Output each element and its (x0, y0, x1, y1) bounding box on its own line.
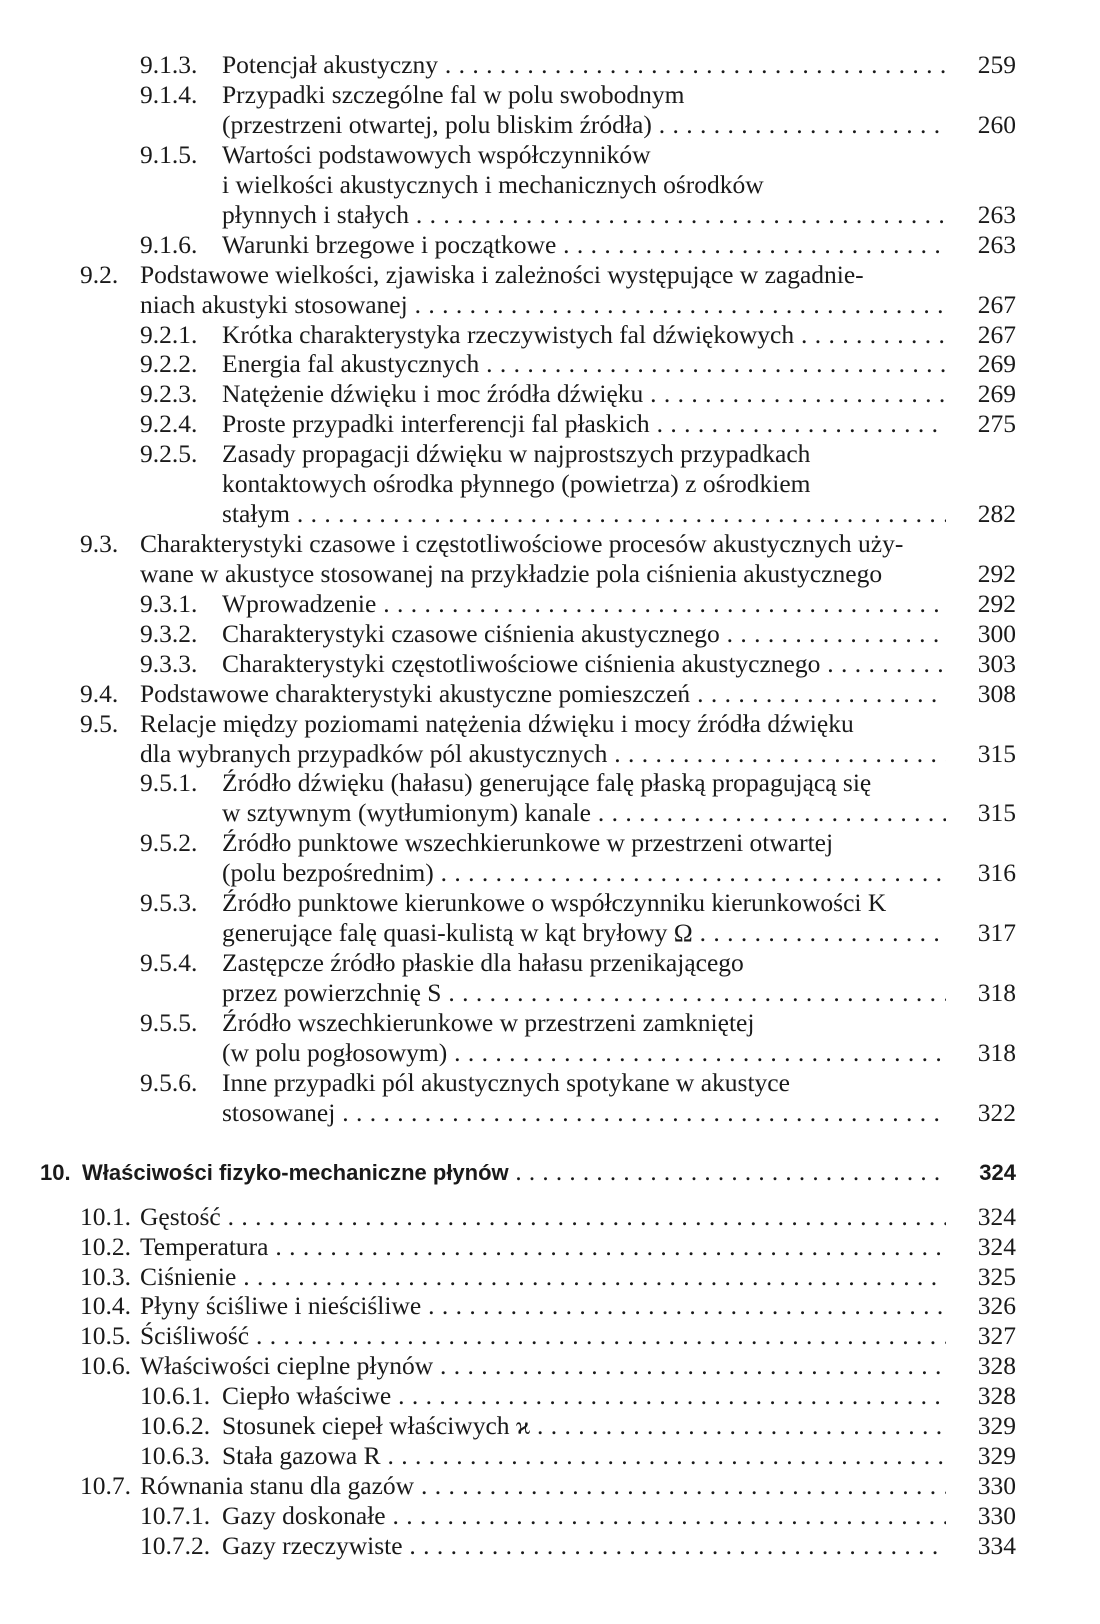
entry-title (222, 320, 946, 350)
entry-title (140, 1202, 946, 1232)
entry-title (222, 1531, 946, 1561)
page-number: 267 (977, 319, 1016, 349)
entry-number: 9.2. (80, 259, 119, 289)
toc-entry (0, 1232, 1016, 1262)
toc-entry (0, 439, 1016, 529)
entry-number: 9.5.1. (140, 768, 198, 798)
entry-title (222, 619, 946, 649)
entry-number: 9.4. (80, 678, 119, 708)
toc-entry (0, 349, 1016, 379)
entry-title-line: dla wybranych przypadków pól akustycznych . . . (140, 739, 946, 769)
entry-title-line: Podstawowe charakterystyki akustyczne pomieszczeń . . . (140, 679, 946, 709)
entry-title (140, 1351, 946, 1381)
entry-number: 9.2.3. (140, 379, 198, 409)
entry-title-line: Równania stanu dla gazów . . . (140, 1471, 946, 1501)
entry-title-line: generujące falę quasi-kulistą w kąt bryłowy Ω . . . (222, 918, 946, 948)
entry-title (222, 828, 946, 888)
entry-title-line: Temperatura . . . (140, 1232, 946, 1262)
entry-number: 9.5.3. (140, 888, 198, 918)
entry-number: 9.2.2. (140, 349, 198, 379)
entry-title-line: Stosunek ciepeł właściwych ϰ . . . (222, 1411, 946, 1441)
entry-title (222, 1008, 946, 1068)
entry-title (140, 1262, 946, 1292)
entry-number: 9.1.6. (140, 229, 198, 259)
entry-title (222, 768, 946, 828)
entry-title-line: Charakterystyki częstotliwościowe ciśnienia akustycznego . . . (222, 649, 946, 679)
page-number: 269 (977, 349, 1016, 379)
entry-number: 9.2.5. (140, 439, 198, 469)
toc-entry (0, 1321, 1016, 1351)
entry-number: 10. (40, 1159, 71, 1185)
page-number: 260 (977, 109, 1016, 139)
page-number: 324 (977, 1231, 1016, 1261)
page-number: 316 (977, 858, 1016, 888)
entry-number: 9.2.4. (140, 409, 198, 439)
entry-title-line: Charakterystyki czasowe ciśnienia akustycznego . . . (222, 619, 946, 649)
toc-entry (0, 828, 1016, 888)
entry-title-line: Ciśnienie . . . (140, 1262, 946, 1292)
entry-title-line: Gazy rzeczywiste . . . (222, 1531, 946, 1561)
page-number: 315 (977, 738, 1016, 768)
toc-entry (0, 1471, 1016, 1501)
entry-title-line: Wartości podstawowych współczynników (222, 139, 651, 169)
page-number: 329 (977, 1411, 1016, 1440)
entry-title (140, 1291, 946, 1321)
entry-title (222, 349, 946, 379)
toc-entry (0, 1381, 1016, 1411)
entry-title-line: kontaktowych ośrodka płynnego (powietrza) z ośrodkiem (222, 469, 811, 499)
entry-number: 9.1.5. (140, 139, 198, 169)
entry-number: 10.1. (80, 1201, 131, 1231)
entry-title (222, 1381, 946, 1411)
entry-title (222, 1501, 946, 1531)
page-number: 292 (977, 588, 1016, 618)
entry-number: 10.5. (80, 1321, 131, 1351)
entry-number: 10.6.1. (140, 1381, 211, 1411)
entry-title-line: stałym . . . (222, 499, 946, 529)
toc-entry (0, 379, 1016, 409)
entry-title-line: Właściwości fizyko-mechaniczne płynów . . . (82, 1158, 942, 1188)
toc-entry (0, 768, 1016, 828)
entry-title (222, 589, 946, 619)
entry-number: 10.6. (80, 1351, 131, 1381)
entry-title-line: Inne przypadki pól akustycznych spotykane w akustyce (222, 1067, 790, 1097)
entry-number: 9.5.5. (140, 1008, 198, 1037)
entry-title-line: niach akustyki stosowanej . . . (140, 290, 946, 320)
entry-title-line: stosowanej . . . (222, 1098, 946, 1128)
entry-title (140, 709, 946, 769)
page-number: 259 (977, 50, 1016, 79)
page-number: 328 (977, 1381, 1016, 1411)
entry-title-line: Podstawowe wielkości, zjawiska i zależności występujące w zagadnie- (140, 259, 864, 289)
entry-title-line: i wielkości akustycznych i mechanicznych ośrodków (222, 169, 764, 199)
entry-title-line: Warunki brzegowe i początkowe . . . (222, 230, 946, 260)
entry-title (140, 1232, 946, 1262)
page-number: 275 (977, 409, 1016, 439)
page-number: 318 (977, 1038, 1016, 1067)
page-number: 328 (977, 1351, 1016, 1381)
entry-title (140, 679, 946, 709)
entry-title-line: Źródło wszechkierunkowe w przestrzeni zamkniętej (222, 1008, 755, 1037)
entry-number: 9.5.4. (140, 948, 198, 978)
entry-title (140, 260, 946, 320)
entry-number: 10.2. (80, 1231, 131, 1261)
entry-title-line: Potencjał akustyczny . . . (222, 50, 946, 80)
page-number: 292 (977, 559, 1016, 588)
entry-title-line: wane w akustyce stosowanej na przykładzie pola ciśnienia akustycznego (140, 559, 883, 588)
entry-number: 9.3.1. (140, 588, 198, 618)
entry-title-line: Zastępcze źródło płaskie dla hałasu przenikającego (222, 948, 744, 978)
entry-title (140, 529, 946, 589)
page-number: 315 (977, 798, 1016, 828)
toc-entry (0, 619, 1016, 649)
toc-entry (0, 589, 1016, 619)
page-number: 334 (977, 1530, 1016, 1560)
entry-number: 10.6.2. (140, 1411, 211, 1440)
page-number: 330 (977, 1470, 1016, 1500)
toc-entry (0, 50, 1016, 80)
entry-number: 9.3.3. (140, 648, 198, 678)
entry-title-line: Natężenie dźwięku i moc źródła dźwięku . . . (222, 379, 946, 409)
entry-title-line: Krótka charakterystyka rzeczywistych fal dźwiękowych . . . (222, 320, 946, 350)
entry-title (222, 140, 946, 230)
entry-title (222, 50, 946, 80)
page-number: 308 (977, 678, 1016, 708)
toc-entry (0, 1158, 1016, 1188)
entry-number: 10.6.3. (140, 1440, 211, 1470)
entry-number: 9.5.2. (140, 828, 198, 858)
entry-title (222, 230, 946, 260)
page-number: 263 (977, 199, 1016, 229)
entry-title-line: Proste przypadki interferencji fal płaskich . . . (222, 409, 946, 439)
page-number: 282 (977, 499, 1016, 529)
toc-entry (0, 679, 1016, 709)
toc-entry (0, 1291, 1016, 1321)
toc-entry (0, 529, 1016, 589)
entry-title-line: Płyny ściśliwe i nieściśliwe . . . (140, 1291, 946, 1321)
entry-title-line: Źródło dźwięku (hałasu) generujące falę płaską propagującą się (222, 768, 872, 798)
entry-title (222, 649, 946, 679)
entry-title (222, 888, 946, 948)
page-number: 322 (977, 1097, 1016, 1127)
entry-title-line: Charakterystyki czasowe i częstotliwościowe procesów akustycznych uży- (140, 529, 904, 558)
toc-entry (0, 1501, 1016, 1531)
entry-number: 9.5. (80, 708, 119, 738)
entry-title-line: w sztywnym (wytłumionym) kanale . . . (222, 798, 946, 828)
entry-title-line: Źródło punktowe wszechkierunkowe w przestrzeni otwartej (222, 828, 834, 858)
entry-title (222, 439, 946, 529)
entry-title (82, 1158, 942, 1188)
page-number: 324 (979, 1159, 1016, 1185)
entry-title (140, 1471, 946, 1501)
toc-entry (0, 1441, 1016, 1471)
entry-number: 10.7.1. (140, 1500, 211, 1530)
toc-entry (0, 1202, 1016, 1232)
toc-entry (0, 409, 1016, 439)
entry-number: 10.7.2. (140, 1530, 211, 1560)
entry-title-line: płynnych i stałych . . . (222, 200, 946, 230)
page-number: 318 (977, 978, 1016, 1008)
page-number: 324 (977, 1201, 1016, 1231)
page-number: 317 (977, 918, 1016, 948)
toc-entry (0, 1008, 1016, 1068)
entry-number: 9.1.3. (140, 50, 198, 79)
entry-title (222, 948, 946, 1008)
entry-title-line: (w polu pogłosowym) . . . (222, 1038, 946, 1068)
page-number: 330 (977, 1500, 1016, 1530)
entry-title (222, 409, 946, 439)
toc-entry (0, 1068, 1016, 1128)
page-number: 267 (977, 289, 1016, 319)
toc-entry (0, 1411, 1016, 1441)
toc-entry (0, 709, 1016, 769)
page-number: 303 (977, 648, 1016, 678)
page-number: 263 (977, 229, 1016, 259)
toc-entry (0, 260, 1016, 320)
entry-title (222, 80, 946, 140)
entry-number: 9.2.1. (140, 319, 198, 349)
page-number: 326 (977, 1291, 1016, 1321)
toc-entry (0, 948, 1016, 1008)
entry-number: 10.3. (80, 1261, 131, 1291)
toc-entry (0, 320, 1016, 350)
entry-title-line: Właściwości cieplne płynów . . . (140, 1351, 946, 1381)
page-number: 300 (977, 618, 1016, 648)
entry-title-line: przez powierzchnię S . . . (222, 978, 946, 1008)
entry-number: 10.4. (80, 1291, 131, 1321)
page-number: 329 (977, 1440, 1016, 1470)
entry-title-line: Stała gazowa R . . . (222, 1441, 946, 1471)
toc-entry (0, 1351, 1016, 1381)
entry-number: 9.3.2. (140, 618, 198, 648)
toc-entry (0, 80, 1016, 140)
entry-title-line: Wprowadzenie . . . (222, 589, 946, 619)
entry-title-line: Gazy doskonałe . . . (222, 1501, 946, 1531)
toc-entry (0, 1531, 1016, 1561)
entry-title-line: Relacje między poziomami natężenia dźwięku i mocy źródła dźwięku (140, 708, 854, 738)
toc-entry (0, 1262, 1016, 1292)
entry-title (222, 1441, 946, 1471)
entry-title (222, 1068, 946, 1128)
entry-title-line: (polu bezpośrednim) . . . (222, 858, 946, 888)
toc-entry (0, 140, 1016, 230)
entry-number: 9.1.4. (140, 79, 198, 109)
page-number: 269 (977, 379, 1016, 409)
entry-title (140, 1321, 946, 1351)
page-number: 325 (977, 1261, 1016, 1291)
entry-title-line: Gęstość . . . (140, 1202, 946, 1232)
entry-title-line: Źródło punktowe kierunkowe o współczynniku kierunkowości K (222, 888, 887, 918)
entry-title-line: Zasady propagacji dźwięku w najprostszych przypadkach (222, 439, 811, 469)
entry-title (222, 379, 946, 409)
entry-title-line: (przestrzeni otwartej, polu bliskim źródła) . . . (222, 110, 946, 140)
toc-entry (0, 888, 1016, 948)
entry-title-line: Ciepło właściwe . . . (222, 1381, 946, 1411)
page-number: 327 (977, 1321, 1016, 1351)
toc-entry (0, 230, 1016, 260)
entry-title (222, 1411, 946, 1441)
entry-title-line: Energia fal akustycznych . . . (222, 349, 946, 379)
entry-number: 9.5.6. (140, 1067, 198, 1097)
entry-title-line: Ściśliwość . . . (140, 1321, 946, 1351)
entry-number: 9.3. (80, 529, 119, 558)
entry-number: 10.7. (80, 1470, 131, 1500)
toc-entry (0, 649, 1016, 679)
entry-title-line: Przypadki szczególne fal w polu swobodnym (222, 79, 685, 109)
